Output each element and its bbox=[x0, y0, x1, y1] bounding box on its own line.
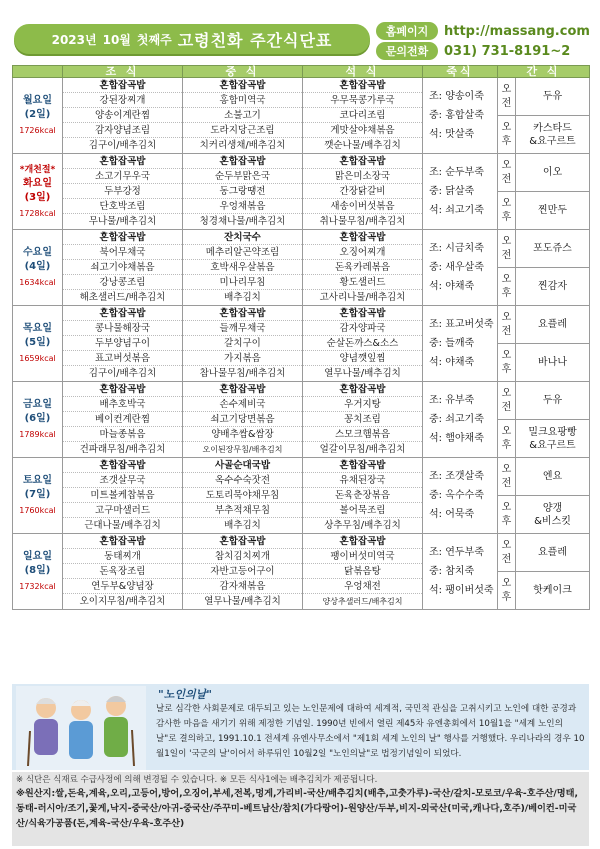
day-cell bbox=[13, 154, 63, 230]
menu-item: 연두부&양념장 bbox=[63, 579, 182, 594]
menu-item: 감자채볶음 bbox=[183, 579, 302, 594]
day-row bbox=[13, 154, 590, 192]
menu-item: 갈치구이 bbox=[183, 336, 302, 351]
day-name: 목요일 bbox=[23, 322, 52, 334]
snack-pm-item: 찐감자 bbox=[516, 268, 590, 306]
day-row bbox=[13, 534, 590, 572]
day-name: 월요일 bbox=[23, 94, 52, 106]
note-title: "노인의날" bbox=[158, 688, 212, 701]
snack-pm-label: 오 후 bbox=[498, 116, 516, 154]
breakfast-cell bbox=[63, 230, 183, 306]
day-name: 일요일 bbox=[23, 550, 52, 562]
porridge-cell bbox=[423, 458, 498, 534]
menu-item: 감자양파국 bbox=[303, 321, 422, 336]
porridge-item: 중: 옥수수죽 bbox=[429, 490, 484, 501]
lunch-list bbox=[183, 458, 302, 533]
menu-item: 혼합잡곡밥 bbox=[183, 382, 302, 397]
menu-item: 북어무채국 bbox=[63, 245, 182, 260]
note-text: 날로 심각한 사회문제로 대두되고 있는 노인문제에 대하여 세계적, 국민적 관심을 고취시키고 노인에 대한 공경과 감사한 마음을 새기기 위해 제정한 기념일. 1990년 빈에서 열린 제45차 유엔총회에서 10월1을 "세계 노인의 날"로 결의하고, 1991.10.1 전세계 유엔사무소에서 "제1회 세계 노인의 날" 행사를 거행했다. 우리나라의 경우 10월1일이 '국군의 날'이어서 하루뒤인 10월2일 "노인의날"로 법정기념일이 되었다. bbox=[156, 704, 585, 759]
menu-item: 우엉채전 bbox=[303, 579, 422, 594]
menu-item: 무나물/배추김치 bbox=[88, 216, 157, 227]
menu-item: 볼어묵조림 bbox=[303, 503, 422, 518]
dinner-cell bbox=[303, 230, 423, 306]
lunch-cell bbox=[183, 78, 303, 154]
day-row bbox=[13, 306, 590, 344]
menu-item: 열무나물/배추김치 bbox=[204, 596, 281, 607]
porridge-item: 조: 양송이죽 bbox=[429, 91, 484, 102]
menu-item: 맑은미소장국 bbox=[303, 169, 422, 184]
header-snack: 간 식 bbox=[498, 66, 590, 78]
dinner-list bbox=[303, 154, 422, 229]
menu-item: 배추김치 bbox=[224, 292, 261, 303]
menu-item: 혼합잡곡밥 bbox=[183, 154, 302, 169]
day-kcal: 1659kcal bbox=[19, 353, 56, 363]
menu-item: 두부강정 bbox=[63, 184, 182, 199]
phone-label: 문의전화 bbox=[376, 42, 438, 60]
snack-am-label: 오 전 bbox=[498, 382, 516, 420]
breakfast-cell bbox=[63, 458, 183, 534]
menu-item: 혼합잡곡밥 bbox=[63, 306, 182, 321]
header-dinner: 석 식 bbox=[303, 66, 423, 78]
footer-disclaimer: ※ 식단은 식재료 수급사정에 의해 변경될 수 있습니다. ※ 모든 식사1에는 배추김치가 제공됩니다. bbox=[16, 775, 378, 785]
day-cell bbox=[13, 534, 63, 610]
menu-item: 혼합잡곡밥 bbox=[303, 230, 422, 245]
menu-item: 강된장찌개 bbox=[63, 93, 182, 108]
homepage-link[interactable]: http://massang.com bbox=[444, 23, 590, 39]
snack-am-label: 오 전 bbox=[498, 306, 516, 344]
menu-item: 근대나물/배추김치 bbox=[84, 520, 161, 531]
snack-pm-label: 오 후 bbox=[498, 192, 516, 230]
menu-item: 혼합잡곡밥 bbox=[303, 78, 422, 93]
porridge-item: 석: 맛살죽 bbox=[429, 129, 475, 140]
porridge-item: 조: 조갯살죽 bbox=[429, 471, 484, 482]
day-kcal: 1726kcal bbox=[19, 125, 56, 135]
footer-notes bbox=[12, 772, 589, 846]
menu-item: 열무나물/배추김치 bbox=[324, 368, 401, 379]
porridge-item: 중: 들깨죽 bbox=[429, 338, 475, 349]
menu-item: 단호박조림 bbox=[63, 199, 182, 214]
menu-item: 건파래무침/배추김치 bbox=[79, 444, 166, 455]
dinner-list bbox=[303, 78, 422, 153]
menu-item: 팽이버섯미역국 bbox=[303, 549, 422, 564]
breakfast-list bbox=[63, 306, 182, 381]
menu-item: 오징어찌개 bbox=[303, 245, 422, 260]
menu-item: 혼합잡곡밥 bbox=[183, 534, 302, 549]
dinner-cell bbox=[303, 306, 423, 382]
menu-item: 혼합잡곡밥 bbox=[63, 154, 182, 169]
breakfast-list bbox=[63, 230, 182, 305]
breakfast-list bbox=[63, 78, 182, 153]
dinner-cell bbox=[303, 154, 423, 230]
menu-item: 돈육춘장볶음 bbox=[303, 488, 422, 503]
snack-am-label: 오 전 bbox=[498, 154, 516, 192]
day-date: (8일) bbox=[24, 564, 51, 576]
porridge-item: 석: 팽이버섯죽 bbox=[429, 585, 494, 596]
menu-item: 게맛살야채볶음 bbox=[303, 123, 422, 138]
lunch-cell bbox=[183, 230, 303, 306]
menu-item: 오이된장무침/배추김치 bbox=[202, 445, 283, 454]
menu-item: 김구이/배추김치 bbox=[88, 368, 157, 379]
porridge-item: 석: 햄야채죽 bbox=[429, 433, 484, 444]
menu-item: 쇠고기당면볶음 bbox=[183, 412, 302, 427]
menu-item: 유채된장국 bbox=[303, 473, 422, 488]
menu-item: 김구이/배추김치 bbox=[88, 140, 157, 151]
snack-pm-item: 찐만두 bbox=[516, 192, 590, 230]
menu-item: 혼합잡곡밥 bbox=[183, 78, 302, 93]
menu-item: 양배추쌈&쌈장 bbox=[183, 427, 302, 442]
snack-pm-item: 양갱 &비스킷 bbox=[516, 496, 590, 534]
menu-item: 우무묵콩가루국 bbox=[303, 93, 422, 108]
snack-pm-item: 카스타드 &요구르트 bbox=[516, 116, 590, 154]
menu-item: 혼합잡곡밥 bbox=[63, 382, 182, 397]
dinner-cell bbox=[303, 534, 423, 610]
menu-item: 소불고기 bbox=[183, 108, 302, 123]
menu-item: 새송이버섯볶음 bbox=[303, 199, 422, 214]
dinner-cell bbox=[303, 458, 423, 534]
dinner-list bbox=[303, 534, 422, 609]
menu-item: 순두부맑은국 bbox=[183, 169, 302, 184]
menu-item: 청경채나물/배추김치 bbox=[199, 216, 286, 227]
menu-item: 두부양념구이 bbox=[63, 336, 182, 351]
lunch-cell bbox=[183, 154, 303, 230]
porridge-item: 중: 새우살죽 bbox=[429, 262, 484, 273]
footer-origin: ※원산지:쌀,돈육,계육,오리,고등어,방어,오징어,부세,전복,멍게,가리비-국산/배추김치(배추,고춧가루)-국산/갈치-모로코/우육-호주산/명태,동태-러시아/조기,꽃게,낙지-중국산/아귀-중국산/주꾸미-베트남산/참치(가다랑어)-원양산/두부,비지-외국산(미국,캐나다,호주)/베이컨-미국산/식육가공품(돈,계육-국산/우육-호주산) bbox=[16, 788, 578, 829]
menu-item: 동그랑땡전 bbox=[183, 184, 302, 199]
menu-item: 해초샐러드/배추김치 bbox=[79, 292, 166, 303]
menu-item: 손수제비국 bbox=[183, 397, 302, 412]
day-cell bbox=[13, 458, 63, 534]
day-row bbox=[13, 382, 590, 420]
menu-item: 혼합잡곡밥 bbox=[303, 458, 422, 473]
day-cell bbox=[13, 78, 63, 154]
menu-item: 옥수수숙잣전 bbox=[183, 473, 302, 488]
menu-item: 혼합잡곡밥 bbox=[303, 534, 422, 549]
lunch-list bbox=[183, 154, 302, 229]
menu-item: 배추김치 bbox=[224, 520, 261, 531]
snack-pm-label: 오 후 bbox=[498, 572, 516, 610]
porridge-item: 중: 참치죽 bbox=[429, 566, 475, 577]
menu-item: 배추호박국 bbox=[63, 397, 182, 412]
snack-am-item: 포도쥬스 bbox=[516, 230, 590, 268]
day-row bbox=[13, 230, 590, 268]
lunch-cell bbox=[183, 458, 303, 534]
elderly-day-note bbox=[12, 684, 589, 770]
menu-item: 양송이계란찜 bbox=[63, 108, 182, 123]
menu-item: 꽁치조림 bbox=[303, 412, 422, 427]
snack-am-item: 요플레 bbox=[516, 306, 590, 344]
breakfast-cell bbox=[63, 78, 183, 154]
lunch-cell bbox=[183, 306, 303, 382]
menu-item: 스모크햄볶음 bbox=[303, 427, 422, 442]
weekly-menu-table bbox=[12, 65, 590, 610]
breakfast-list bbox=[63, 382, 182, 457]
lunch-list bbox=[183, 230, 302, 305]
day-name: 화요일 bbox=[23, 177, 52, 189]
title-banner bbox=[14, 24, 370, 54]
snack-pm-label: 오 후 bbox=[498, 268, 516, 306]
header-breakfast: 조 식 bbox=[63, 66, 183, 78]
day-cell bbox=[13, 382, 63, 458]
porridge-item: 조: 유부죽 bbox=[429, 395, 475, 406]
menu-item: 감자양념조림 bbox=[63, 123, 182, 138]
menu-item: 혼합잡곡밥 bbox=[303, 306, 422, 321]
breakfast-cell bbox=[63, 154, 183, 230]
header-day-cell bbox=[13, 66, 63, 78]
page-header bbox=[0, 0, 600, 64]
header-lunch: 중 식 bbox=[183, 66, 303, 78]
day-cell bbox=[13, 230, 63, 306]
menu-header-row bbox=[13, 66, 590, 78]
menu-item: 가지볶음 bbox=[183, 351, 302, 366]
day-name: 토요일 bbox=[23, 474, 52, 486]
porridge-cell bbox=[423, 154, 498, 230]
menu-item: 상추무침/배추김치 bbox=[324, 520, 401, 531]
menu-item: 참나물무침/배추김치 bbox=[199, 368, 286, 379]
menu-item: 표고버섯볶음 bbox=[63, 351, 182, 366]
snack-am-item: 두유 bbox=[516, 382, 590, 420]
elderly-group-icon bbox=[16, 686, 146, 770]
dinner-list bbox=[303, 382, 422, 457]
breakfast-list bbox=[63, 458, 182, 533]
menu-item: 오이지무침/배추김치 bbox=[79, 596, 166, 607]
snack-pm-label: 오 후 bbox=[498, 344, 516, 382]
day-date: (7일) bbox=[24, 488, 51, 500]
menu-item: 미트볼케찹볶음 bbox=[63, 488, 182, 503]
porridge-item: 조: 표고버섯죽 bbox=[429, 319, 494, 330]
menu-item: 메추리알곤약조림 bbox=[183, 245, 302, 260]
dinner-cell bbox=[303, 78, 423, 154]
porridge-item: 석: 쇠고기죽 bbox=[429, 205, 484, 216]
porridge-item: 중: 닭살죽 bbox=[429, 186, 475, 197]
menu-item: 쇠고기야채볶음 bbox=[63, 260, 182, 275]
breakfast-cell bbox=[63, 306, 183, 382]
snack-am-label: 오 전 bbox=[498, 78, 516, 116]
menu-item: 얼갈이무침/배추김치 bbox=[319, 444, 406, 455]
menu-item: 우엉채볶음 bbox=[183, 199, 302, 214]
lunch-list bbox=[183, 382, 302, 457]
day-date: (5일) bbox=[24, 336, 51, 348]
dinner-list bbox=[303, 306, 422, 381]
day-date: (4일) bbox=[24, 260, 51, 272]
menu-item: 홍합미역국 bbox=[183, 93, 302, 108]
menu-item: 사골순대국밥 bbox=[183, 458, 302, 473]
dinner-list bbox=[303, 458, 422, 533]
menu-item: 돈육장조림 bbox=[63, 564, 182, 579]
day-kcal: 1728kcal bbox=[19, 208, 56, 218]
menu-item: 참치김치찌개 bbox=[183, 549, 302, 564]
dinner-cell bbox=[303, 382, 423, 458]
porridge-item: 중: 쇠고기죽 bbox=[429, 414, 484, 425]
menu-item: 고사리나물/배추김치 bbox=[319, 292, 406, 303]
porridge-item: 조: 시금치죽 bbox=[429, 243, 484, 254]
day-name: 금요일 bbox=[23, 398, 52, 410]
snack-am-label: 오 전 bbox=[498, 458, 516, 496]
menu-item: 고구마샐러드 bbox=[63, 503, 182, 518]
day-date: (2일) bbox=[24, 108, 51, 120]
homepage-label: 홈페이지 bbox=[376, 22, 438, 40]
page-title: 고령친화 주간식단표 bbox=[177, 30, 333, 50]
menu-item: 순살돈까스&소스 bbox=[303, 336, 422, 351]
menu-item: 양념깻잎찜 bbox=[303, 351, 422, 366]
snack-am-item: 이오 bbox=[516, 154, 590, 192]
menu-item: 도토리묵야채무침 bbox=[183, 488, 302, 503]
breakfast-cell bbox=[63, 382, 183, 458]
menu-item: 깻순나물/배추김치 bbox=[324, 140, 401, 151]
snack-pm-label: 오 후 bbox=[498, 496, 516, 534]
menu-item: 간장닭갈비 bbox=[303, 184, 422, 199]
lunch-list bbox=[183, 306, 302, 381]
porridge-item: 조: 연두부죽 bbox=[429, 547, 484, 558]
snack-pm-item: 밀크요팡빵 &요구르트 bbox=[516, 420, 590, 458]
porridge-item: 중: 홍합살죽 bbox=[429, 110, 484, 121]
dinner-list bbox=[303, 230, 422, 305]
snack-am-label: 오 전 bbox=[498, 230, 516, 268]
menu-item: 도라지당근조림 bbox=[183, 123, 302, 138]
menu-item: 돈육카레볶음 bbox=[303, 260, 422, 275]
porridge-cell bbox=[423, 78, 498, 154]
header-porridge: 죽식 bbox=[423, 66, 498, 78]
porridge-item: 석: 야채죽 bbox=[429, 357, 475, 368]
menu-item: 양상추샐러드/배추김치 bbox=[322, 597, 403, 606]
phone-row bbox=[376, 42, 570, 60]
porridge-item: 석: 어묵죽 bbox=[429, 509, 475, 520]
menu-item: 부추적채무침 bbox=[183, 503, 302, 518]
snack-am-label: 오 전 bbox=[498, 534, 516, 572]
menu-item: 조갯살무국 bbox=[63, 473, 182, 488]
menu-item: 취나물무침/배추김치 bbox=[319, 216, 406, 227]
day-cell bbox=[13, 306, 63, 382]
holiday-label: *개천절* bbox=[19, 164, 56, 175]
menu-item: 치커리생채/배추김치 bbox=[199, 140, 286, 151]
porridge-cell bbox=[423, 534, 498, 610]
day-kcal: 1760kcal bbox=[19, 505, 56, 515]
title-week: 첫째주 bbox=[136, 32, 172, 47]
menu-item: 혼합잡곡밥 bbox=[183, 306, 302, 321]
menu-item: 혼합잡곡밥 bbox=[63, 78, 182, 93]
menu-item: 베이컨계란찜 bbox=[63, 412, 182, 427]
menu-item: 혼합잡곡밥 bbox=[63, 458, 182, 473]
lunch-cell bbox=[183, 534, 303, 610]
porridge-cell bbox=[423, 382, 498, 458]
day-kcal: 1634kcal bbox=[19, 277, 56, 287]
menu-item: 자반고등어구이 bbox=[183, 564, 302, 579]
day-kcal: 1732kcal bbox=[19, 581, 56, 591]
menu-item: 혼합잡곡밥 bbox=[303, 382, 422, 397]
breakfast-list bbox=[63, 534, 182, 609]
menu-item: 콩나물해장국 bbox=[63, 321, 182, 336]
menu-item: 황도샐러드 bbox=[303, 275, 422, 290]
breakfast-cell bbox=[63, 534, 183, 610]
menu-item: 들깨무채국 bbox=[183, 321, 302, 336]
porridge-item: 석: 야채죽 bbox=[429, 281, 475, 292]
menu-item: 우거지탕 bbox=[303, 397, 422, 412]
menu-body bbox=[13, 78, 590, 610]
day-kcal: 1789kcal bbox=[19, 429, 56, 439]
menu-item: 미나리무침 bbox=[183, 275, 302, 290]
menu-item: 동태찌개 bbox=[63, 549, 182, 564]
menu-item: 강낭콩조림 bbox=[63, 275, 182, 290]
lunch-cell bbox=[183, 382, 303, 458]
snack-am-item: 두유 bbox=[516, 78, 590, 116]
lunch-list bbox=[183, 78, 302, 153]
snack-pm-label: 오 후 bbox=[498, 420, 516, 458]
lunch-list bbox=[183, 534, 302, 609]
snack-am-item: 엔요 bbox=[516, 458, 590, 496]
day-row bbox=[13, 458, 590, 496]
phone-number: 031) 731-8191~2 bbox=[444, 43, 571, 59]
menu-item: 혼합잡곡밥 bbox=[303, 154, 422, 169]
day-name: 수요일 bbox=[23, 246, 52, 258]
day-date: (6일) bbox=[24, 412, 51, 424]
menu-item: 혼합잡곡밥 bbox=[63, 230, 182, 245]
title-year: 2023년 bbox=[51, 32, 97, 47]
homepage-row bbox=[376, 22, 590, 40]
menu-item: 코다리조림 bbox=[303, 108, 422, 123]
snack-am-item: 요플레 bbox=[516, 534, 590, 572]
porridge-cell bbox=[423, 230, 498, 306]
snack-pm-item: 바나나 bbox=[516, 344, 590, 382]
menu-item: 마늘종볶음 bbox=[63, 427, 182, 442]
menu-item: 혼합잡곡밥 bbox=[63, 534, 182, 549]
menu-item: 잔치국수 bbox=[183, 230, 302, 245]
menu-item: 닭볶음탕 bbox=[303, 564, 422, 579]
porridge-item: 조: 순두부죽 bbox=[429, 167, 484, 178]
menu-item: 소고기무우국 bbox=[63, 169, 182, 184]
day-row bbox=[13, 78, 590, 116]
day-date: (3일) bbox=[24, 191, 51, 203]
title-month: 10월 bbox=[102, 32, 131, 47]
breakfast-list bbox=[63, 154, 182, 229]
snack-pm-item: 핫케이크 bbox=[516, 572, 590, 610]
menu-item: 호박새우살볶음 bbox=[183, 260, 302, 275]
porridge-cell bbox=[423, 306, 498, 382]
